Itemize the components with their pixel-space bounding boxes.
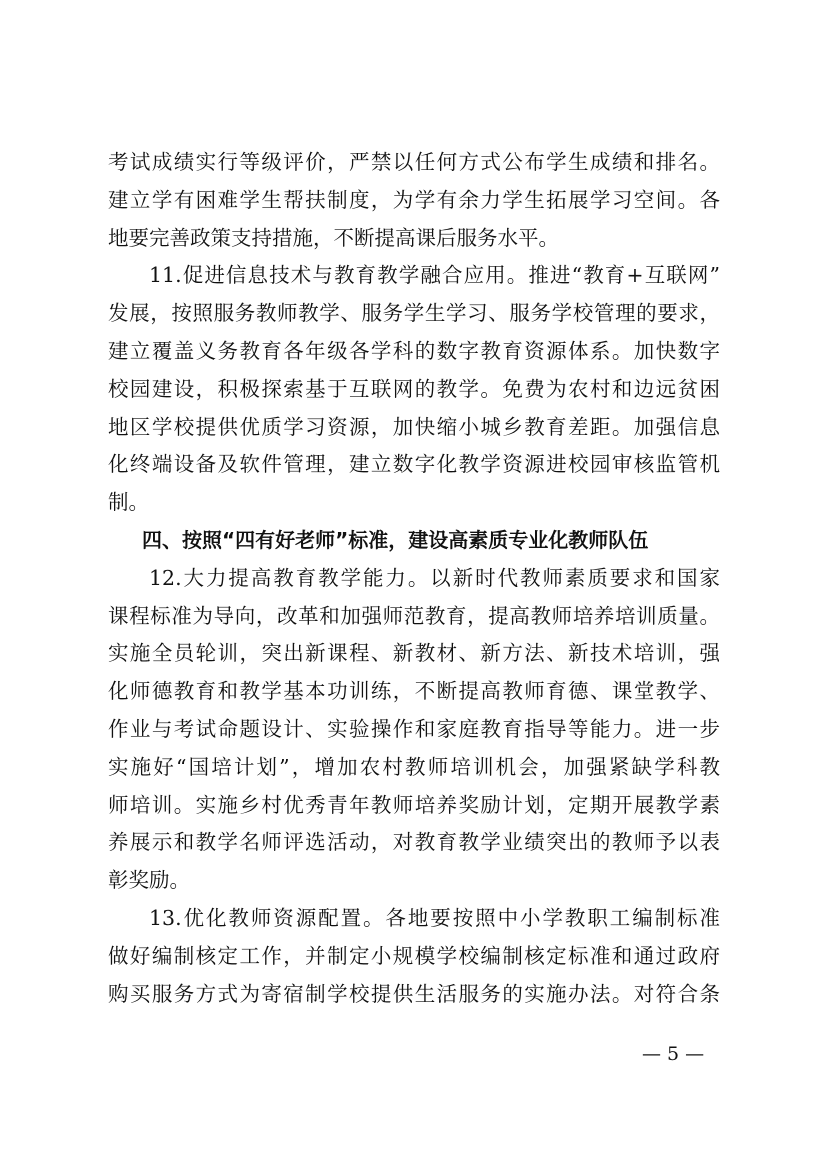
body-line-16: 作业与考试命题设计、实验操作和家庭教育指导等能力。进一步	[108, 716, 720, 741]
body-line-20: 彰奖励。	[108, 868, 190, 893]
body-line-10: 制。	[108, 490, 149, 515]
body-line-1: 考试成绩实行等级评价，严禁以任何方式公布学生成绩和排名。	[108, 150, 720, 174]
body-line-18: 师培训。实施乡村优秀青年教师培养奖励计划，定期开展教学素	[108, 792, 720, 817]
paragraph-11-start: 11.促进信息技术与教育教学融合应用。推进“教育+互联网”	[149, 263, 720, 288]
body-line-15: 化师德教育和教学基本功训练，不断提高教师育德、课堂教学、	[108, 679, 720, 704]
document-body	[108, 144, 720, 1013]
section-heading: 四、按照“四有好老师”标准，建设高素质专业化教师队伍	[142, 527, 649, 552]
body-line-22: 做好编制核定工作，并制定小规模学校编制核定标准和通过政府	[108, 943, 720, 968]
body-line-3: 地要完善政策支持措施，不断提高课后服务水平。	[108, 225, 559, 250]
body-line-17: 实施好“国培计划”，增加农村教师培训机会，加强紧缺学科教	[108, 754, 720, 779]
body-line-2: 建立学有困难学生帮扶制度，为学有余力学生拓展学习空间。各	[108, 187, 720, 212]
body-line-9: 化终端设备及软件管理，建立数字化教学资源进校园审核监管机	[108, 452, 720, 477]
body-line-14: 实施全员轮训，突出新课程、新教材、新方法、新技术培训，强	[108, 641, 720, 666]
paragraph-12-start: 12.大力提高教育教学能力。以新时代教师素质要求和国家	[149, 565, 720, 590]
page-number: — 5 —	[642, 1043, 705, 1065]
body-line-13: 课程标准为导向，改革和加强师范教育，提高教师培养培训质量。	[108, 603, 720, 628]
body-line-5: 发展，按照服务教师教学、服务学生学习、服务学校管理的要求，	[108, 301, 720, 326]
body-line-7: 校园建设，积极探索基于互联网的教学。免费为农村和边远贫困	[108, 376, 720, 401]
body-line-8: 地区学校提供优质学习资源，加快缩小城乡教育差距。加强信息	[108, 414, 720, 439]
paragraph-13-start: 13.优化教师资源配置。各地要按照中小学教职工编制标准	[149, 905, 720, 930]
body-line-23: 购买服务方式为寄宿制学校提供生活服务的实施办法。对符合条	[108, 981, 720, 1006]
body-line-6: 建立覆盖义务教育各年级各学科的数字教育资源体系。加快数字	[108, 338, 720, 363]
body-line-19: 养展示和教学名师评选活动，对教育教学业绩突出的教师予以表	[108, 830, 720, 855]
